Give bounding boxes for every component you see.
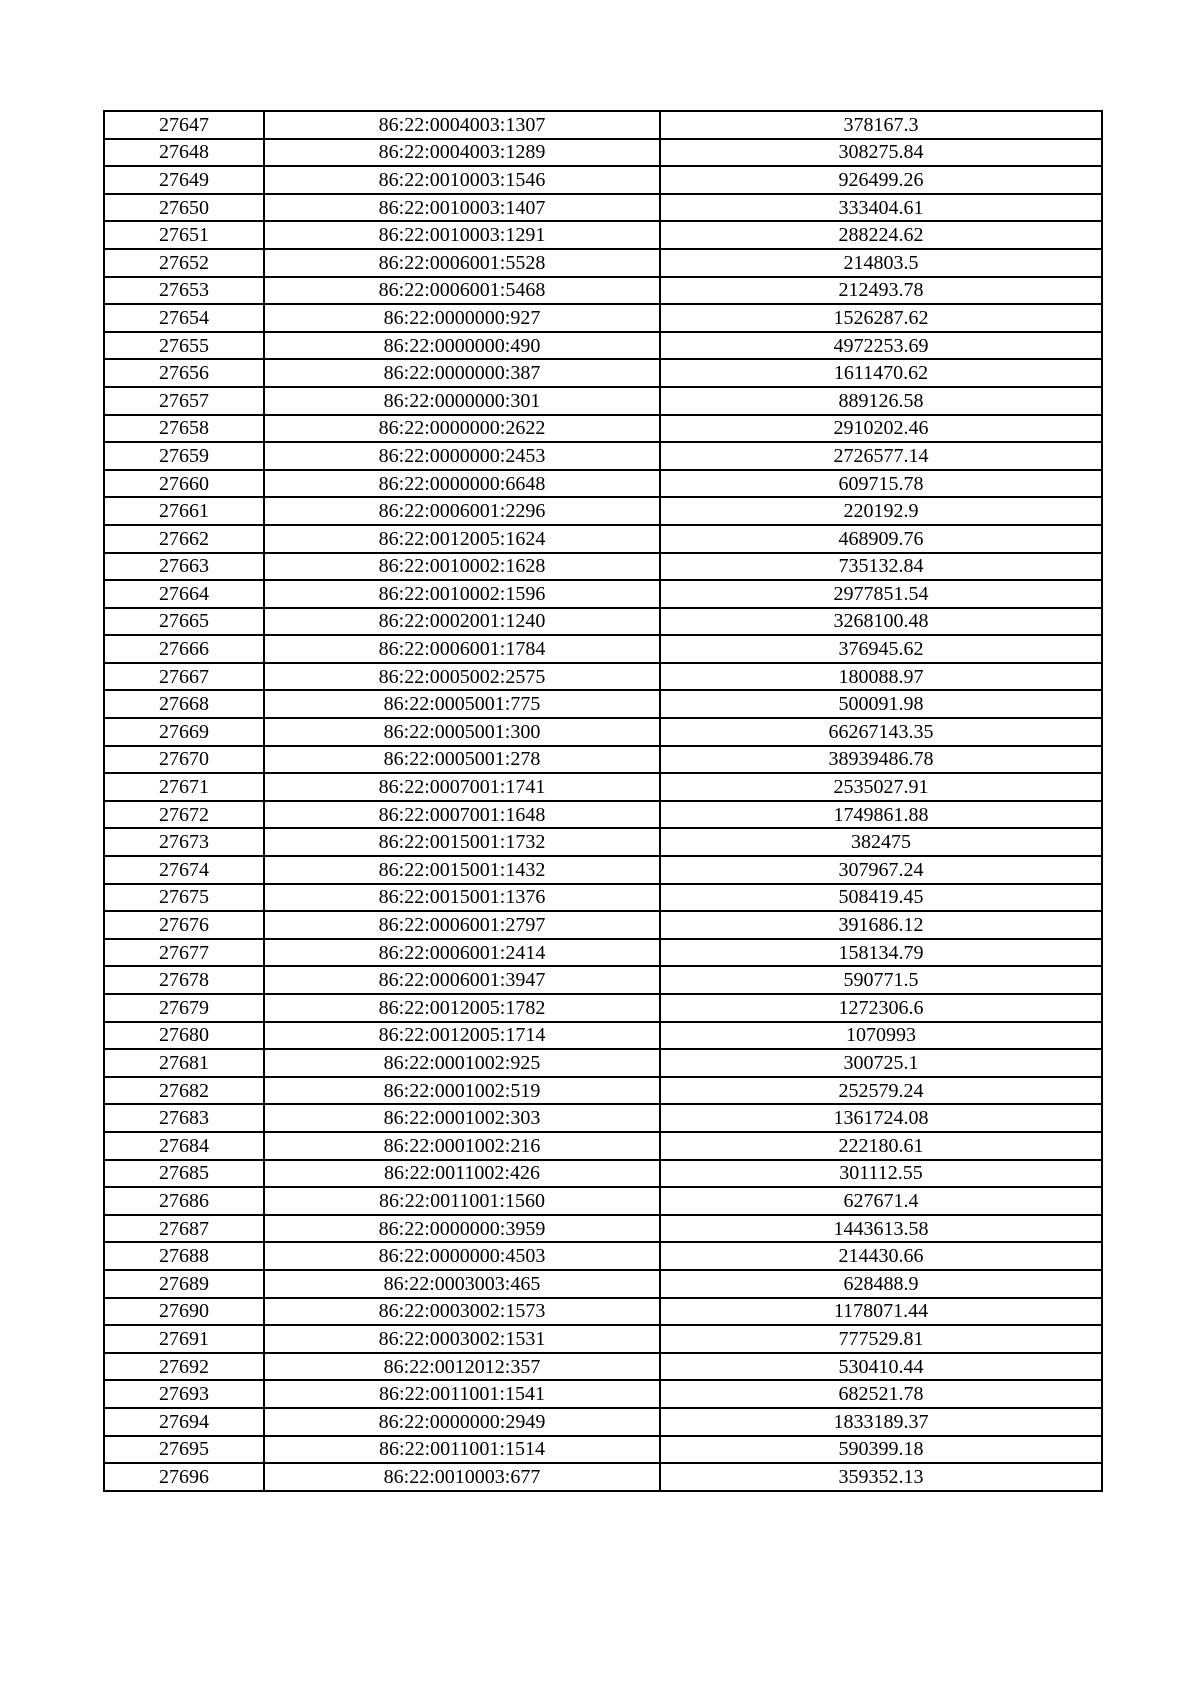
row-number-cell: 27650 — [104, 194, 264, 222]
row-number-cell: 27691 — [104, 1325, 264, 1353]
cadastral-number-cell: 86:22:0003002:1531 — [264, 1325, 660, 1353]
cadastral-value-cell: 220192.9 — [660, 497, 1102, 525]
row-number-cell: 27696 — [104, 1463, 264, 1491]
table-row — [104, 553, 1102, 581]
cadastral-value-cell: 300725.1 — [660, 1049, 1102, 1077]
row-number-cell: 27651 — [104, 221, 264, 249]
cadastral-value-cell: 180088.97 — [660, 663, 1102, 691]
row-number-cell: 27675 — [104, 884, 264, 912]
row-number-cell: 27671 — [104, 773, 264, 801]
row-number-cell: 27682 — [104, 1077, 264, 1105]
cadastral-value-cell: 590399.18 — [660, 1436, 1102, 1464]
cadastral-value-cell: 376945.62 — [660, 635, 1102, 663]
cadastral-number-cell: 86:22:0012005:1782 — [264, 994, 660, 1022]
row-number-cell: 27676 — [104, 911, 264, 939]
row-number-cell: 27666 — [104, 635, 264, 663]
cadastral-value-cell: 926499.26 — [660, 166, 1102, 194]
table-row — [104, 304, 1102, 332]
cadastral-number-cell: 86:22:0010003:1407 — [264, 194, 660, 222]
cadastral-value-cell: 378167.3 — [660, 111, 1102, 139]
cadastral-value-cell: 530410.44 — [660, 1353, 1102, 1381]
row-number-cell: 27694 — [104, 1408, 264, 1436]
cadastral-value-cell: 158134.79 — [660, 939, 1102, 967]
cadastral-number-cell: 86:22:0010002:1596 — [264, 580, 660, 608]
row-number-cell: 27681 — [104, 1049, 264, 1077]
table-row — [104, 966, 1102, 994]
cadastral-number-cell: 86:22:0006001:3947 — [264, 966, 660, 994]
table-row — [104, 1104, 1102, 1132]
row-number-cell: 27672 — [104, 801, 264, 829]
cadastral-number-cell: 86:22:0015001:1432 — [264, 856, 660, 884]
row-number-cell: 27684 — [104, 1132, 264, 1160]
cadastral-number-cell: 86:22:0012005:1624 — [264, 525, 660, 553]
cadastral-value-cell: 359352.13 — [660, 1463, 1102, 1491]
row-number-cell: 27689 — [104, 1270, 264, 1298]
row-number-cell: 27662 — [104, 525, 264, 553]
row-number-cell: 27655 — [104, 332, 264, 360]
cadastral-value-cell: 889126.58 — [660, 387, 1102, 415]
row-number-cell: 27657 — [104, 387, 264, 415]
cadastral-number-cell: 86:22:0012012:357 — [264, 1353, 660, 1381]
row-number-cell: 27679 — [104, 994, 264, 1022]
cadastral-value-cell: 609715.78 — [660, 470, 1102, 498]
row-number-cell: 27683 — [104, 1104, 264, 1132]
row-number-cell: 27661 — [104, 497, 264, 525]
table-row — [104, 1380, 1102, 1408]
row-number-cell: 27669 — [104, 718, 264, 746]
cadastral-value-cell: 391686.12 — [660, 911, 1102, 939]
table-row — [104, 1408, 1102, 1436]
cadastral-value-cell: 1178071.44 — [660, 1298, 1102, 1326]
cadastral-number-cell: 86:22:0001002:303 — [264, 1104, 660, 1132]
table-row — [104, 690, 1102, 718]
table-row — [104, 1077, 1102, 1105]
cadastral-number-cell: 86:22:0001002:216 — [264, 1132, 660, 1160]
cadastral-value-cell: 212493.78 — [660, 277, 1102, 305]
cadastral-number-cell: 86:22:0000000:4503 — [264, 1242, 660, 1270]
table-row — [104, 470, 1102, 498]
row-number-cell: 27660 — [104, 470, 264, 498]
cadastral-number-cell: 86:22:0000000:2453 — [264, 442, 660, 470]
cadastral-number-cell: 86:22:0000000:6648 — [264, 470, 660, 498]
row-number-cell: 27693 — [104, 1380, 264, 1408]
row-number-cell: 27659 — [104, 442, 264, 470]
cadastral-value-cell: 2726577.14 — [660, 442, 1102, 470]
table-row — [104, 1160, 1102, 1188]
table-row — [104, 1187, 1102, 1215]
cadastral-value-cell: 307967.24 — [660, 856, 1102, 884]
table-row — [104, 387, 1102, 415]
cadastral-value-cell: 66267143.35 — [660, 718, 1102, 746]
cadastral-number-cell: 86:22:0000000:2949 — [264, 1408, 660, 1436]
row-number-cell: 27685 — [104, 1160, 264, 1188]
cadastral-value-cell: 1070993 — [660, 1022, 1102, 1050]
table-row — [104, 1298, 1102, 1326]
cadastral-number-cell: 86:22:0007001:1648 — [264, 801, 660, 829]
table-row — [104, 249, 1102, 277]
cadastral-number-cell: 86:22:0000000:3959 — [264, 1215, 660, 1243]
cadastral-number-cell: 86:22:0015001:1376 — [264, 884, 660, 912]
row-number-cell: 27665 — [104, 608, 264, 636]
row-number-cell: 27668 — [104, 690, 264, 718]
cadastral-value-cell: 500091.98 — [660, 690, 1102, 718]
row-number-cell: 27690 — [104, 1298, 264, 1326]
row-number-cell: 27670 — [104, 746, 264, 774]
row-number-cell: 27647 — [104, 111, 264, 139]
cadastral-number-cell: 86:22:0007001:1741 — [264, 773, 660, 801]
cadastral-number-cell: 86:22:0006001:2296 — [264, 497, 660, 525]
row-number-cell: 27677 — [104, 939, 264, 967]
cadastral-value-cell: 214803.5 — [660, 249, 1102, 277]
cadastral-number-cell: 86:22:0001002:519 — [264, 1077, 660, 1105]
cadastral-value-cell: 508419.45 — [660, 884, 1102, 912]
table-row — [104, 111, 1102, 139]
table-row — [104, 608, 1102, 636]
table-row — [104, 1353, 1102, 1381]
table-row — [104, 194, 1102, 222]
cadastral-number-cell: 86:22:0006001:5468 — [264, 277, 660, 305]
cadastral-number-cell: 86:22:0001002:925 — [264, 1049, 660, 1077]
cadastral-number-cell: 86:22:0005002:2575 — [264, 663, 660, 691]
cadastral-value-cell: 308275.84 — [660, 139, 1102, 167]
table-row — [104, 1436, 1102, 1464]
row-number-cell: 27680 — [104, 1022, 264, 1050]
table-row — [104, 1215, 1102, 1243]
cadastral-number-cell: 86:22:0004003:1307 — [264, 111, 660, 139]
table-row — [104, 663, 1102, 691]
cadastral-value-cell: 3268100.48 — [660, 608, 1102, 636]
cadastral-value-cell: 1833189.37 — [660, 1408, 1102, 1436]
cadastral-number-cell: 86:22:0006001:2414 — [264, 939, 660, 967]
cadastral-value-cell: 2977851.54 — [660, 580, 1102, 608]
row-number-cell: 27653 — [104, 277, 264, 305]
cadastral-value-cell: 627671.4 — [660, 1187, 1102, 1215]
cadastral-value-cell: 735132.84 — [660, 553, 1102, 581]
cadastral-value-cell: 4972253.69 — [660, 332, 1102, 360]
table-body — [104, 111, 1102, 1491]
table-row — [104, 635, 1102, 663]
row-number-cell: 27656 — [104, 359, 264, 387]
cadastral-value-cell: 301112.55 — [660, 1160, 1102, 1188]
table-row — [104, 746, 1102, 774]
cadastral-number-cell: 86:22:0005001:775 — [264, 690, 660, 718]
table-row — [104, 497, 1102, 525]
cadastral-number-cell: 86:22:0000000:2622 — [264, 415, 660, 443]
cadastral-number-cell: 86:22:0000000:301 — [264, 387, 660, 415]
cadastral-number-cell: 86:22:0000000:387 — [264, 359, 660, 387]
table-row — [104, 994, 1102, 1022]
table-row — [104, 718, 1102, 746]
cadastral-number-cell: 86:22:0005001:300 — [264, 718, 660, 746]
cadastral-value-cell: 2910202.46 — [660, 415, 1102, 443]
row-number-cell: 27663 — [104, 553, 264, 581]
table-row — [104, 884, 1102, 912]
table-row — [104, 1242, 1102, 1270]
cadastral-value-cell: 382475 — [660, 828, 1102, 856]
table-row — [104, 332, 1102, 360]
table-row — [104, 442, 1102, 470]
row-number-cell: 27678 — [104, 966, 264, 994]
table-row — [104, 166, 1102, 194]
cadastral-value-cell: 222180.61 — [660, 1132, 1102, 1160]
row-number-cell: 27664 — [104, 580, 264, 608]
cadastral-value-cell: 1526287.62 — [660, 304, 1102, 332]
cadastral-number-cell: 86:22:0002001:1240 — [264, 608, 660, 636]
row-number-cell: 27695 — [104, 1436, 264, 1464]
cadastral-number-cell: 86:22:0003003:465 — [264, 1270, 660, 1298]
cadastral-value-cell: 1611470.62 — [660, 359, 1102, 387]
row-number-cell: 27686 — [104, 1187, 264, 1215]
table-row — [104, 1132, 1102, 1160]
cadastral-number-cell: 86:22:0015001:1732 — [264, 828, 660, 856]
cadastral-number-cell: 86:22:0003002:1573 — [264, 1298, 660, 1326]
cadastral-value-cell: 38939486.78 — [660, 746, 1102, 774]
cadastral-number-cell: 86:22:0011002:426 — [264, 1160, 660, 1188]
table-row — [104, 1325, 1102, 1353]
cadastral-number-cell: 86:22:0011001:1541 — [264, 1380, 660, 1408]
cadastral-number-cell: 86:22:0012005:1714 — [264, 1022, 660, 1050]
table-row — [104, 773, 1102, 801]
cadastral-number-cell: 86:22:0000000:927 — [264, 304, 660, 332]
row-number-cell: 27652 — [104, 249, 264, 277]
row-number-cell: 27692 — [104, 1353, 264, 1381]
table-row — [104, 525, 1102, 553]
cadastral-number-cell: 86:22:0011001:1514 — [264, 1436, 660, 1464]
row-number-cell: 27688 — [104, 1242, 264, 1270]
row-number-cell: 27673 — [104, 828, 264, 856]
cadastral-value-cell: 288224.62 — [660, 221, 1102, 249]
table-row — [104, 139, 1102, 167]
cadastral-value-cell: 1443613.58 — [660, 1215, 1102, 1243]
row-number-cell: 27649 — [104, 166, 264, 194]
cadastral-value-cell: 468909.76 — [660, 525, 1102, 553]
cadastral-value-cell: 628488.9 — [660, 1270, 1102, 1298]
cadastral-number-cell: 86:22:0006001:5528 — [264, 249, 660, 277]
cadastral-number-cell: 86:22:0010003:1546 — [264, 166, 660, 194]
table-row — [104, 856, 1102, 884]
row-number-cell: 27654 — [104, 304, 264, 332]
cadastral-number-cell: 86:22:0004003:1289 — [264, 139, 660, 167]
cadastral-value-cell: 252579.24 — [660, 1077, 1102, 1105]
cadastral-value-cell: 1749861.88 — [660, 801, 1102, 829]
table-row — [104, 939, 1102, 967]
cadastral-value-cell: 590771.5 — [660, 966, 1102, 994]
table-row — [104, 580, 1102, 608]
row-number-cell: 27687 — [104, 1215, 264, 1243]
cadastral-number-cell: 86:22:0010003:1291 — [264, 221, 660, 249]
cadastral-number-cell: 86:22:0000000:490 — [264, 332, 660, 360]
cadastral-value-cell: 777529.81 — [660, 1325, 1102, 1353]
cadastral-number-cell: 86:22:0011001:1560 — [264, 1187, 660, 1215]
table-row — [104, 277, 1102, 305]
table-row — [104, 415, 1102, 443]
cadastral-value-cell: 333404.61 — [660, 194, 1102, 222]
cadastral-value-cell: 214430.66 — [660, 1242, 1102, 1270]
cadastral-value-cell: 1361724.08 — [660, 1104, 1102, 1132]
cadastral-number-cell: 86:22:0006001:1784 — [264, 635, 660, 663]
table-row — [104, 1022, 1102, 1050]
row-number-cell: 27648 — [104, 139, 264, 167]
cadastral-number-cell: 86:22:0005001:278 — [264, 746, 660, 774]
row-number-cell: 27667 — [104, 663, 264, 691]
cadastral-value-cell: 2535027.91 — [660, 773, 1102, 801]
cadastral-value-table — [103, 110, 1103, 1492]
table-row — [104, 1049, 1102, 1077]
table-row — [104, 911, 1102, 939]
table-row — [104, 359, 1102, 387]
table-row — [104, 1270, 1102, 1298]
cadastral-number-cell: 86:22:0010003:677 — [264, 1463, 660, 1491]
table-row — [104, 1463, 1102, 1491]
cadastral-number-cell: 86:22:0006001:2797 — [264, 911, 660, 939]
table-row — [104, 801, 1102, 829]
table-row — [104, 828, 1102, 856]
row-number-cell: 27658 — [104, 415, 264, 443]
cadastral-number-cell: 86:22:0010002:1628 — [264, 553, 660, 581]
cadastral-value-cell: 682521.78 — [660, 1380, 1102, 1408]
table-row — [104, 221, 1102, 249]
row-number-cell: 27674 — [104, 856, 264, 884]
cadastral-value-cell: 1272306.6 — [660, 994, 1102, 1022]
